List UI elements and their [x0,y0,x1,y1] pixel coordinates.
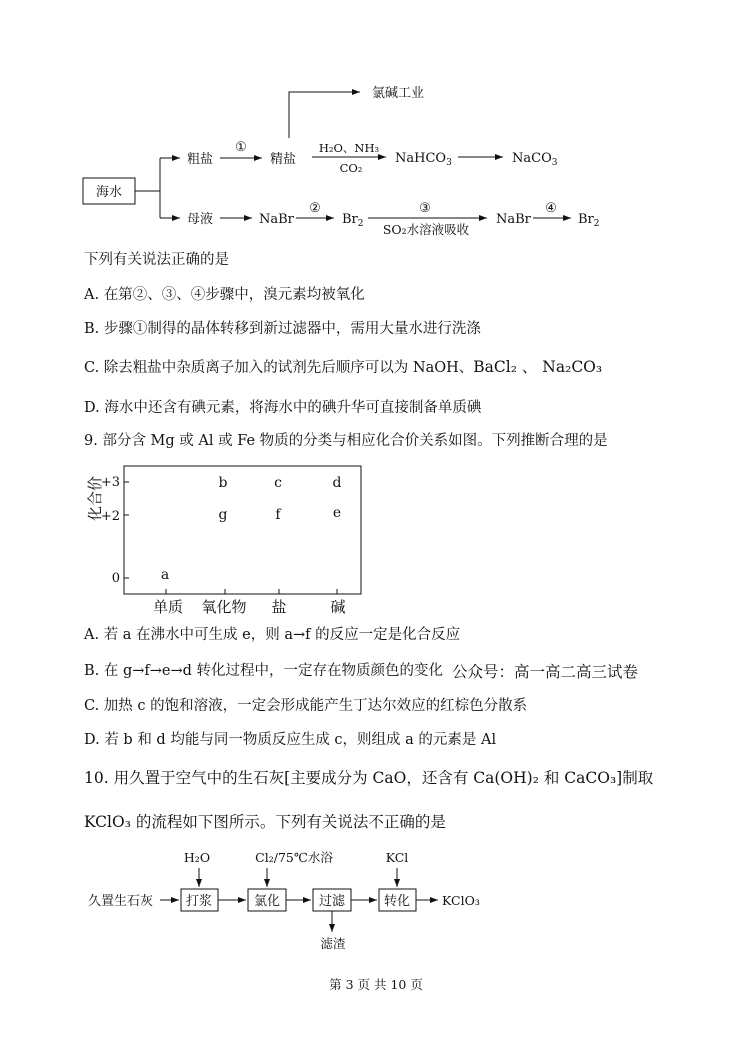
refined-salt-label: 精盐 [270,152,297,167]
xcat-salt: 盐 [271,598,287,616]
point-a: a [160,567,170,583]
flow-input-kcl: KCl [385,850,409,865]
q8-option-a: A. 在第②、③、④步骤中，溴元素均被氧化 [84,287,365,303]
q10-line2: KClO₃ 的流程如下图所示。下列有关说法不正确的是 [84,813,446,831]
q8-option-c [84,358,602,377]
step3-label: ③ [419,201,431,216]
ytick-plus3: +3 [100,475,120,490]
xcat-oxide: 氧化物 [201,598,247,616]
ytick-plus2: +2 [100,509,120,524]
reagents-top: H₂O、NH₃ [318,141,380,155]
seawater-label: 海水 [95,185,123,200]
xcat-base: 碱 [330,598,346,616]
flow-box-convert-label: 转化 [383,894,411,909]
mother-liquor-label: 母液 [187,212,214,227]
flow-input-cl2: Cl₂/75℃水浴 [255,850,333,865]
q8-option-c-prefix: C. 除去粗盐中杂质离子加入的试剂先后顺序可以为 NaOH、 [84,360,474,376]
q10-line1: 10. 用久置于空气中的生石灰[主要成分为 CaO，还含有 Ca(OH)₂ 和 CaCO₃]制取 [84,769,654,787]
point-g: g [218,507,228,523]
xcat-elemental: 单质 [152,598,184,616]
so2-absorb-label: SO₂水溶液吸收 [382,222,470,237]
point-c: c [274,475,282,491]
point-e: e [332,505,342,521]
q9-option-b: B. 在 g→f→e→d 转化过程中，一定存在物质颜色的变化 [84,663,444,679]
flow-box-chlorination-label: 氯化 [253,894,281,909]
q9-option-d: D. 若 b 和 d 均能与同一物质反应生成 c，则组成 a 的元素是 Al [84,732,497,748]
point-f: f [275,507,281,523]
reagents-bottom: CO₂ [339,161,363,175]
step2-label: ② [309,201,321,216]
flow-product: KClO₃ [442,893,480,908]
flow-start: 久置生石灰 [88,894,154,909]
point-b: b [218,475,228,491]
valence-chart [80,458,380,618]
flow-box-slurry-label: 打浆 [185,894,213,909]
step1-label: ① [235,140,247,155]
br2-label-2: $Br_2$ [578,212,600,229]
br2-label-1: $Br_2$ [342,212,364,229]
step4-label: ④ [545,201,557,216]
point-d: d [332,475,342,491]
q9-stem: 9. 部分含 Mg 或 Al 或 Fe 物质的分类与相应化合价关系如图。下列推断合理的是 [84,433,608,449]
naco3-label: NaCO$_3$ [512,151,558,168]
nabr-label-2: NaBr [496,212,531,227]
q8-option-b: B. 步骤①制得的晶体转移到新过滤器中，需用大量水进行洗涤 [84,321,481,337]
ytick-zero: 0 [111,571,120,586]
crude-salt-label: 粗盐 [187,152,214,167]
watermark-text: 公众号：高一高二高三试卷 [452,663,639,681]
kclo3-flow-diagram [0,840,752,960]
flow-box-filter-label: 过滤 [318,894,346,909]
seawater-process-diagram [0,0,752,245]
q9-option-c: C. 加热 c 的饱和溶液，一定会形成能产生丁达尔效应的红棕色分散系 [84,698,528,714]
nabr-label-1: NaBr [259,212,294,227]
flow-input-h2o: H₂O [183,850,211,865]
q8-option-d: D. 海水中还含有碘元素，将海水中的碘升华可直接制备单质碘 [84,400,482,416]
chart-ylabel: 化合价 [86,476,104,522]
q8-option-c-suffix: BaCl₂ 、 Na₂CO₃ [473,358,603,376]
q8-stem: 下列有关说法正确的是 [84,252,229,268]
q9-option-a: A. 若 a 在沸水中可生成 e，则 a→f 的反应一定是化合反应 [84,627,461,643]
flow-residue: 滤渣 [320,936,346,951]
page-footer: 第 3 页 共 10 页 [329,977,423,992]
nahco3-label: NaHCO$_3$ [395,151,452,168]
chlor-alkali-label: 氯碱工业 [372,86,425,101]
